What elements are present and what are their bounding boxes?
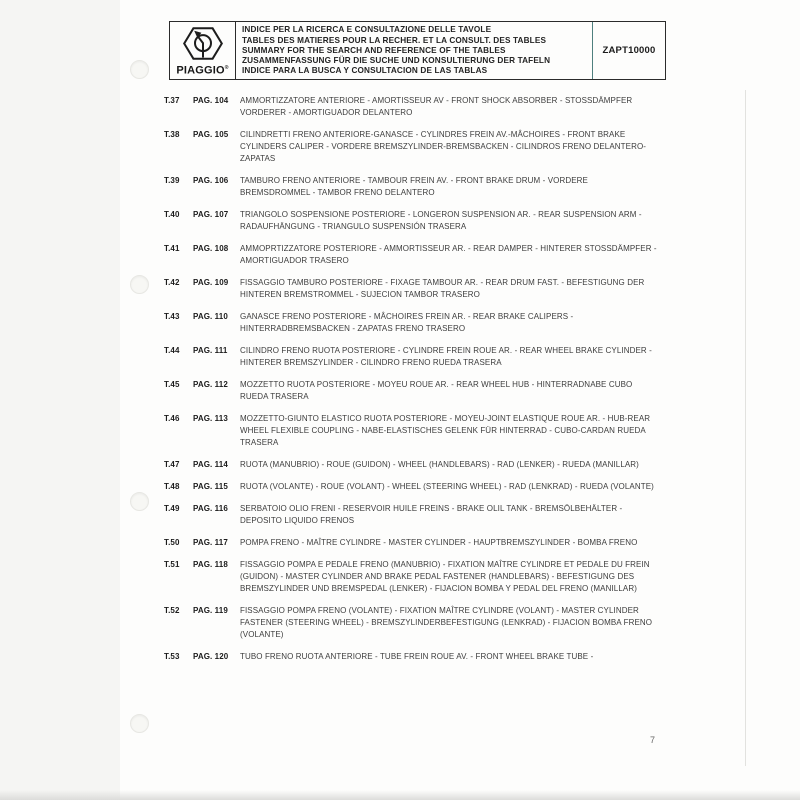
scan-bottom-edge bbox=[0, 790, 800, 800]
index-entry bbox=[164, 95, 664, 119]
page-ref: PAG. 117 bbox=[193, 538, 228, 547]
piaggio-hexagon-logo-icon bbox=[183, 25, 223, 62]
entry-description: SERBATOIO OLIO FRENI - RESERVOIR HUILE FREINS - BRAKE OLIL TANK - BREMSÖLBEHÄLTER - DEPOSITO LIQUIDO FRENOS bbox=[240, 504, 623, 525]
table-ref: T.46 bbox=[164, 414, 180, 423]
page-ref: PAG. 108 bbox=[193, 244, 229, 253]
table-ref: T.50 bbox=[164, 538, 180, 547]
table-ref: T.41 bbox=[164, 244, 180, 253]
piaggio-logo-cell bbox=[170, 22, 236, 79]
entry-description: MOZZETTO RUOTA POSTERIORE - MOYEU ROUE AR. - REAR WHEEL HUB - HINTERRADNABE CUBO RUEDA TRASERA bbox=[240, 380, 633, 401]
entry-description: MOZZETTO-GIUNTO ELASTICO RUOTA POSTERIORE - MOYEU-JOINT ELASTIQUE ROUE AR. - HUB-REAR WHEEL FLEXIBLE COUPLING - NABE-ELASTISCHES GELENK FÜR HINTERRAD - CUBO-CARDAN RUEDA TRASERA bbox=[240, 414, 651, 447]
punch-hole bbox=[130, 714, 149, 733]
page-ref: PAG. 113 bbox=[193, 414, 228, 423]
entry-description: RUOTA (VOLANTE) - ROUE (VOLANT) - WHEEL (STEERING WHEEL) - RAD (LENKRAD) - RUEDA (VOLANTE) bbox=[240, 482, 654, 491]
table-ref: T.43 bbox=[164, 312, 180, 321]
page-ref: PAG. 111 bbox=[193, 346, 228, 355]
entry-description: GANASCE FRENO POSTERIORE - MÂCHOIRES FREIN AR. - REAR BRAKE CALIPERS - HINTERRADBREMSBACKEN - ZAPATAS FRENO TRASERO bbox=[240, 312, 574, 333]
table-ref: T.47 bbox=[164, 460, 180, 469]
table-ref: T.44 bbox=[164, 346, 180, 355]
title-block bbox=[169, 21, 666, 80]
index-entry bbox=[164, 537, 664, 549]
index-entry bbox=[164, 129, 664, 165]
table-ref: T.52 bbox=[164, 606, 180, 615]
multilingual-title bbox=[236, 22, 592, 79]
page-ref: PAG. 106 bbox=[193, 176, 229, 185]
table-ref: T.37 bbox=[164, 96, 180, 105]
page-ref: PAG. 115 bbox=[193, 482, 228, 491]
table-ref: T.53 bbox=[164, 652, 180, 661]
index-entry bbox=[164, 559, 664, 595]
index-entry bbox=[164, 481, 664, 493]
scan-left-margin bbox=[0, 0, 120, 800]
entry-description: CILINDRETTI FRENO ANTERIORE-GANASCE - CYLINDRES FREIN AV.-MÂCHOIRES - FRONT BRAKE CYLINDERS CALIPER - VORDERE BREMSZYLINDER-BREMSBACKEN - CILINDROS FRENO DELANTERO-ZAPATAS bbox=[240, 130, 647, 163]
index-entry bbox=[164, 605, 664, 641]
index-entry bbox=[164, 459, 664, 471]
table-ref: T.42 bbox=[164, 278, 180, 287]
index-entry bbox=[164, 175, 664, 199]
entry-description: POMPA FRENO - MAÎTRE CYLINDRE - MASTER CYLINDER - HAUPTBREMSZYLINDER - BOMBA FRENO bbox=[240, 538, 638, 547]
punch-hole bbox=[130, 60, 149, 79]
entry-description: AMMORTIZZATORE ANTERIORE - AMORTISSEUR AV - FRONT SHOCK ABSORBER - STOSSDÄMPFER VORDERER - AMORTIGUADOR DELANTERO bbox=[240, 96, 633, 117]
table-ref: T.45 bbox=[164, 380, 180, 389]
index-list bbox=[164, 95, 664, 673]
brand-wordmark bbox=[176, 62, 228, 77]
index-entry bbox=[164, 345, 664, 369]
entry-description: CILINDRO FRENO RUOTA POSTERIORE - CYLINDRE FREIN ROUE AR. - REAR WHEEL BRAKE CYLINDER - HINTERER BREMSZYLINDER - CILINDRO FRENO RUEDA TRASERA bbox=[240, 346, 652, 367]
entry-description: FISSAGGIO POMPA E PEDALE FRENO (MANUBRIO) - FIXATION MAÎTRE CYLINDRE ET PEDALE DU FREIN (GUIDON) - MASTER CYLINDER AND BRAKE PEDAL FASTENER (HANDLEBARS) - BEFESTIGUNG DES BREMSZYLINDER UND BREMSPEDAL (LENKER) - FIJACION BOMBA Y PEDAL DEL FRENO (MANILLAR) bbox=[240, 560, 650, 593]
index-entry bbox=[164, 651, 664, 663]
page-ref: PAG. 104 bbox=[193, 96, 229, 105]
title-line-de: ZUSAMMENFASSUNG FÜR DIE SUCHE UND KONSULTIERUNG DER TAFELN bbox=[242, 56, 551, 66]
page-right-edge bbox=[745, 90, 746, 766]
title-line-it: INDICE PER LA RICERCA E CONSULTAZIONE DELLE TAVOLE bbox=[242, 25, 492, 35]
index-entry bbox=[164, 209, 664, 233]
index-entry bbox=[164, 311, 664, 335]
page-number: 7 bbox=[650, 735, 656, 745]
page-ref: PAG. 105 bbox=[193, 130, 229, 139]
index-entry bbox=[164, 413, 664, 449]
entry-description: TUBO FRENO RUOTA ANTERIORE - TUBE FREIN ROUE AV. - FRONT WHEEL BRAKE TUBE - bbox=[240, 652, 594, 661]
index-entry bbox=[164, 277, 664, 301]
table-ref: T.38 bbox=[164, 130, 180, 139]
page-ref: PAG. 107 bbox=[193, 210, 229, 219]
page-ref: PAG. 110 bbox=[193, 312, 228, 321]
table-ref: T.39 bbox=[164, 176, 180, 185]
title-line-en: SUMMARY FOR THE SEARCH AND REFERENCE OF THE TABLES bbox=[242, 45, 506, 55]
title-line-fr: TABLES DES MATIERES POUR LA RECHER. ET LA CONSULT. DES TABLES bbox=[242, 35, 547, 45]
document-code: ZAPT10000 bbox=[592, 22, 665, 79]
punch-hole bbox=[130, 492, 149, 511]
table-ref: T.51 bbox=[164, 560, 180, 569]
page-ref: PAG. 116 bbox=[193, 504, 228, 513]
table-ref: T.40 bbox=[164, 210, 180, 219]
entry-description: FISSAGGIO TAMBURO POSTERIORE - FIXAGE TAMBOUR AR. - REAR DRUM FAST. - BEFESTIGUNG DER HINTEREN BREMSTROMMEL - SUJECION TAMBOR TRASERO bbox=[240, 278, 645, 299]
punch-hole bbox=[130, 275, 149, 294]
page-ref: PAG. 119 bbox=[193, 606, 228, 615]
entry-description: TAMBURO FRENO ANTERIORE - TAMBOUR FREIN AV. - FRONT BRAKE DRUM - VORDERE BREMSDROMMEL - TAMBOR FRENO DELANTERO bbox=[240, 176, 588, 197]
entry-description: FISSAGGIO POMPA FRENO (VOLANTE) - FIXATION MAÎTRE CYLINDRE (VOLANT) - MASTER CYLINDER FASTENER (STEERING WHEEL) - BREMSZYLINDERBEFESTIGUNG (LENKRAD) - FIJACION BOMBA FRENO (VOLANTE) bbox=[240, 606, 653, 639]
index-entry bbox=[164, 243, 664, 267]
page-ref: PAG. 109 bbox=[193, 278, 229, 287]
brand-text: PIAGGIO bbox=[176, 65, 225, 77]
page-ref: PAG. 112 bbox=[193, 380, 228, 389]
trademark-mark: ® bbox=[224, 65, 229, 72]
entry-description: AMMOPRTIZZATORE POSTERIORE - AMMORTISSEUR AR. - REAR DAMPER - HINTERER STOSSDÄMPFER - AMORTIGUADOR TRASERO bbox=[240, 244, 657, 265]
index-entry bbox=[164, 379, 664, 403]
page-ref: PAG. 114 bbox=[193, 460, 228, 469]
table-ref: T.48 bbox=[164, 482, 180, 491]
table-ref: T.49 bbox=[164, 504, 180, 513]
entry-description: RUOTA (MANUBRIO) - ROUE (GUIDON) - WHEEL (HANDLEBARS) - RAD (LENKER) - RUEDA (MANILLAR) bbox=[240, 460, 639, 469]
page-ref: PAG. 120 bbox=[193, 652, 229, 661]
title-line-es: INDICE PARA LA BUSCA Y CONSULTACION DE LAS TABLAS bbox=[242, 66, 488, 76]
entry-description: TRIANGOLO SOSPENSIONE POSTERIORE - LONGERON SUSPENSION AR. - REAR SUSPENSION ARM - RADAUFHÄNGUNG - TRIANGULO SUSPENSIÓN TRASERA bbox=[240, 210, 642, 231]
page-ref: PAG. 118 bbox=[193, 560, 228, 569]
index-entry bbox=[164, 503, 664, 527]
